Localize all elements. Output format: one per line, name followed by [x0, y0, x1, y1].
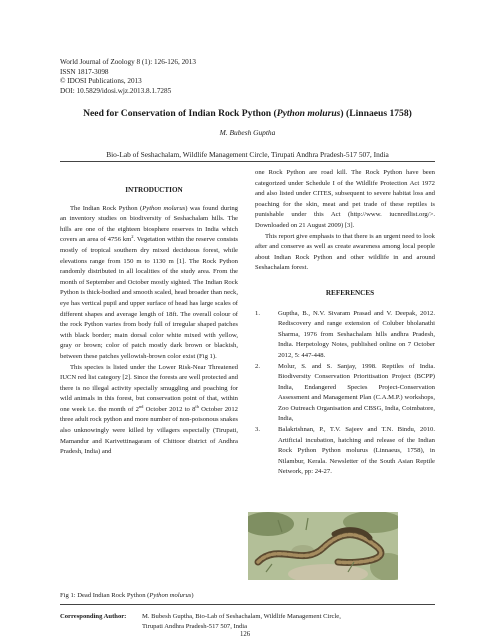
article-title: Need for Conservation of Indian Rock Python (Python molurus) (Linnaeus 1758)	[83, 108, 412, 119]
intro-paragraph-2: This species is listed under the Lower Risk-Near Threatened IUCN red list category [2]. Since the forests are well protected and there is no illegal activity specially smuggling and poaching for wild animals in this forest, but conservation point of that, within one week i.e. the month of 2nd October 2012 to 8th October 2012 three adult rock python and more number of non-poisonous snakes also unknowingly were killed by villagers especially (Tirupati, Mamandur and Karivettinagaram of Chittoor district of Andhra Pradesh, India) and	[60, 363, 239, 456]
author-name: M. Bubesh Guptha	[219, 128, 276, 137]
references-heading: REFERENCES	[325, 288, 375, 297]
right-column	[255, 168, 435, 478]
reference-list	[255, 309, 435, 479]
corresponding-author-label: Corresponding Author:	[60, 613, 127, 620]
intro-paragraph-continued: one Rock Python are road kill. The Rock Python have been categorized under Schedule I of the Wildlife Protection Act 1972 and also listed under CITES, subsequent to severe habitat loss and poaching for the skin, meat and pet trade of these reptiles is punishable under this Act (http://www. iucnredlist.org/>. Downloaded on 21 August 2009) [3].	[255, 169, 435, 229]
figure-caption: Fig 1: Dead Indian Rock Python (Python molurus)	[60, 592, 194, 599]
python-photo	[248, 512, 398, 580]
reference-item: 3. Balakrishnan, P., T.V. Sajeev and T.N. Bindu, 2010. Artificial incubation, hatching and release of the Indian Rock Python Python molurus (Linnaeus, 1758), in Nilambur, Kerala. Newsletter of the South Asian Reptile Network, pp: 24-27.	[255, 426, 435, 476]
issn: ISSN 1817-3098	[60, 67, 109, 76]
introduction-heading: INTRODUCTION	[125, 186, 183, 194]
page-number: 126	[240, 631, 251, 638]
corresponding-author-details: M. Bubesh Guptha, Bio-Lab of Seshachalam, Wildlife Management Circle, Tirupati Andhra Pradesh-517 507, India	[142, 613, 341, 631]
title-divider	[60, 161, 435, 162]
journal-citation: World Journal of Zoology 8 (1): 126-126, 2013	[60, 58, 196, 66]
reference-item: 2. Molur, S. and S. Sanjay, 1998. Reptiles of India. Biodiversity Conservation Prioritisation Project (BCPP) India, Endangered Species Project-Conservation Assessment and Management Plan (C.A.M.P.) workshops, Zoo Outreach Organisation and CBSG, India, Coimbatore, India,	[255, 362, 435, 423]
footer-divider	[60, 604, 435, 605]
left-column	[60, 185, 238, 458]
author-affiliation: Bio-Lab of Seshachalam, Wildlife Management Circle, Tirupati Andhra Pradesh-517 507, India	[106, 150, 389, 159]
journal-header	[60, 58, 196, 96]
reference-item: 1. Guptha, B., N.V. Sivaram Prasad and V. Deepak, 2012. Rediscovery and range extension of Coluber bholanathi Sharma, 1976 from Seshachalam hills andhra Pradesh, India. Herpetology Notes, published online on 7 October 2012, 5: 447-448.	[255, 309, 435, 359]
doi: DOI: 10.5829/idosi.wjz.2013.8.1.7285	[60, 86, 172, 95]
copyright: © IDOSI Publications, 2013	[60, 77, 142, 86]
intro-paragraph-3: This report give emphasis to that there is an urgent need to look after and conserve as well as create awareness among local people about Indian Rock Python and other wildlife in and around Seshachalam forest.	[255, 232, 435, 272]
intro-paragraph-1: The Indian Rock Python (Python molurus) was found during an inventory studies on biodiversity of Seshachalam hills. The hills are one of the eighteen biosphere reserves in India which covers an area of 4756 $km^2$. Vegetation within the reserve consists mostly of tropical southern dry mixed deciduous forest, while elevations range from 150 m to 1130 m [1]. The Rock Python randomly distributed in all localities of the study area. From the month of September and October mostly sighted. The Indian Rock Python is thick-bodied and smooth scaled, head broader than neck, eye has vertical pupil and upper surface of head has large scales of different shapes and average length of 18ft. The overall colour of the rock Python varies from body full of irregular shaped patches with black border; main dorsal color white mixed with yellow, gray or brown; color of patch mostly dark brown or blackish, between these patches yellowish-brown color exist (Fig 1).	[60, 204, 238, 360]
